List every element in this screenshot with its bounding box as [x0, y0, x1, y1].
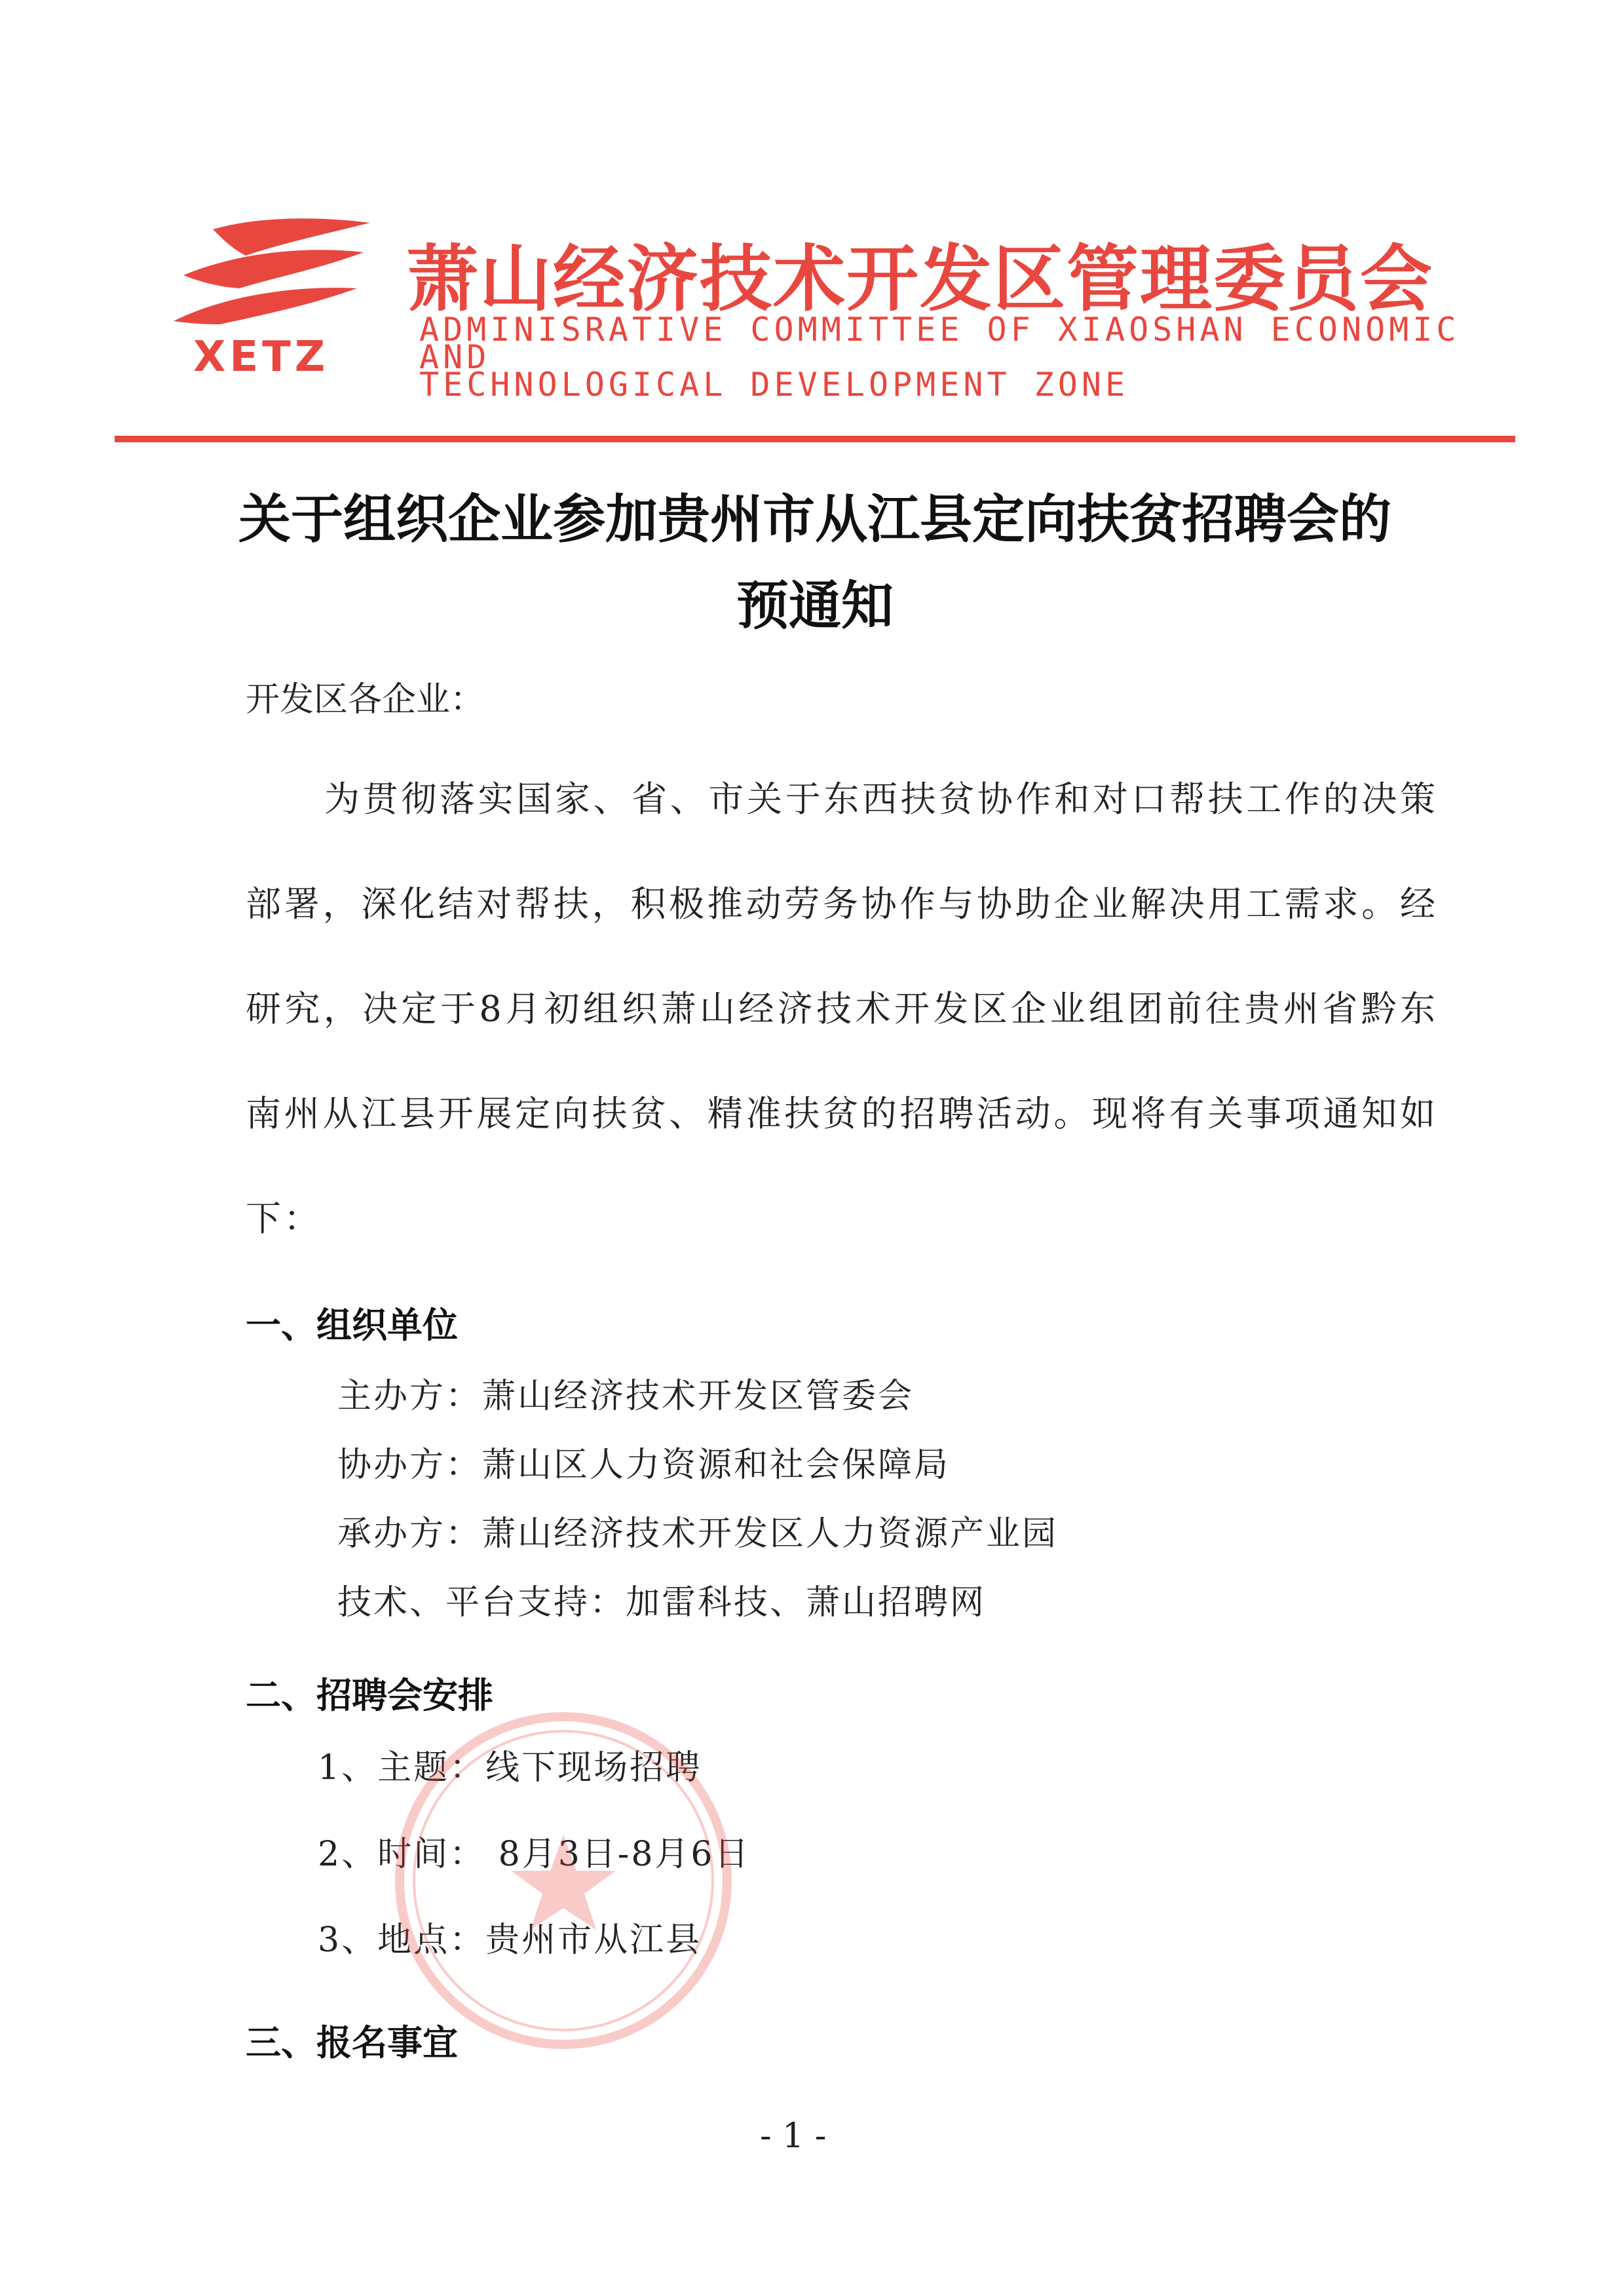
organizer-undertaker: 承办方：萧山经济技术开发区人力资源产业园 [337, 1514, 1059, 1554]
page-number: - 1 - [760, 2116, 827, 2156]
section-heading-arrangement: 二、招聘会安排 [246, 1674, 493, 1716]
seal-icon [387, 1704, 740, 2057]
intro-paragraph: 为贯彻落实国家、省、市关于东西扶贫协作和对口帮扶工作的决策部署，深化结对帮扶，积极推动劳务协作与协助企业解决用工需求。经研究，决定于8月初组织萧山经济技术开发区企业组团前往贵州省黔东南州从江县开展定向扶贫、精准扶贫的招聘活动。现将有关事项通知如下： [246, 778, 1438, 1239]
organizer-co-host: 协办方：萧山区人力资源和社会保障局 [337, 1445, 951, 1485]
arrangement-time: 2、时间： 8月3日-8月6日 [318, 1835, 751, 1874]
logo-text: XETZ [193, 333, 330, 381]
org-name-cn: 萧山经济技术开发区管理委员会 [406, 237, 1433, 321]
header-divider [115, 436, 1515, 442]
ribbon-logo-icon [167, 216, 377, 347]
official-seal [387, 1704, 740, 2057]
organizer-tech-support: 技术、平台支持：加雷科技、萧山招聘网 [337, 1583, 987, 1622]
arrangement-theme: 1、主题：线下现场招聘 [318, 1748, 702, 1788]
document-title-line1: 关于组织企业参加贵州市从江县定向扶贫招聘会的 [238, 488, 1391, 550]
section-heading-registration: 三、报名事宜 [246, 2021, 458, 2063]
section-heading-organizers: 一、组织单位 [246, 1304, 458, 1346]
document-title-line2: 预通知 [736, 575, 894, 636]
xetz-logo [167, 216, 377, 387]
org-name-en: ADMINISRATIVE COMMITTEE OF XIAOSHAN ECONOMIC AND TECHNOLOGICAL DEVELOPMENT ZONE [419, 311, 1460, 404]
salutation: 开发区各企业： [246, 680, 485, 719]
organizer-host: 主办方：萧山经济技术开发区管委会 [337, 1377, 915, 1416]
arrangement-location: 3、地点：贵州市从江县 [318, 1921, 702, 1960]
